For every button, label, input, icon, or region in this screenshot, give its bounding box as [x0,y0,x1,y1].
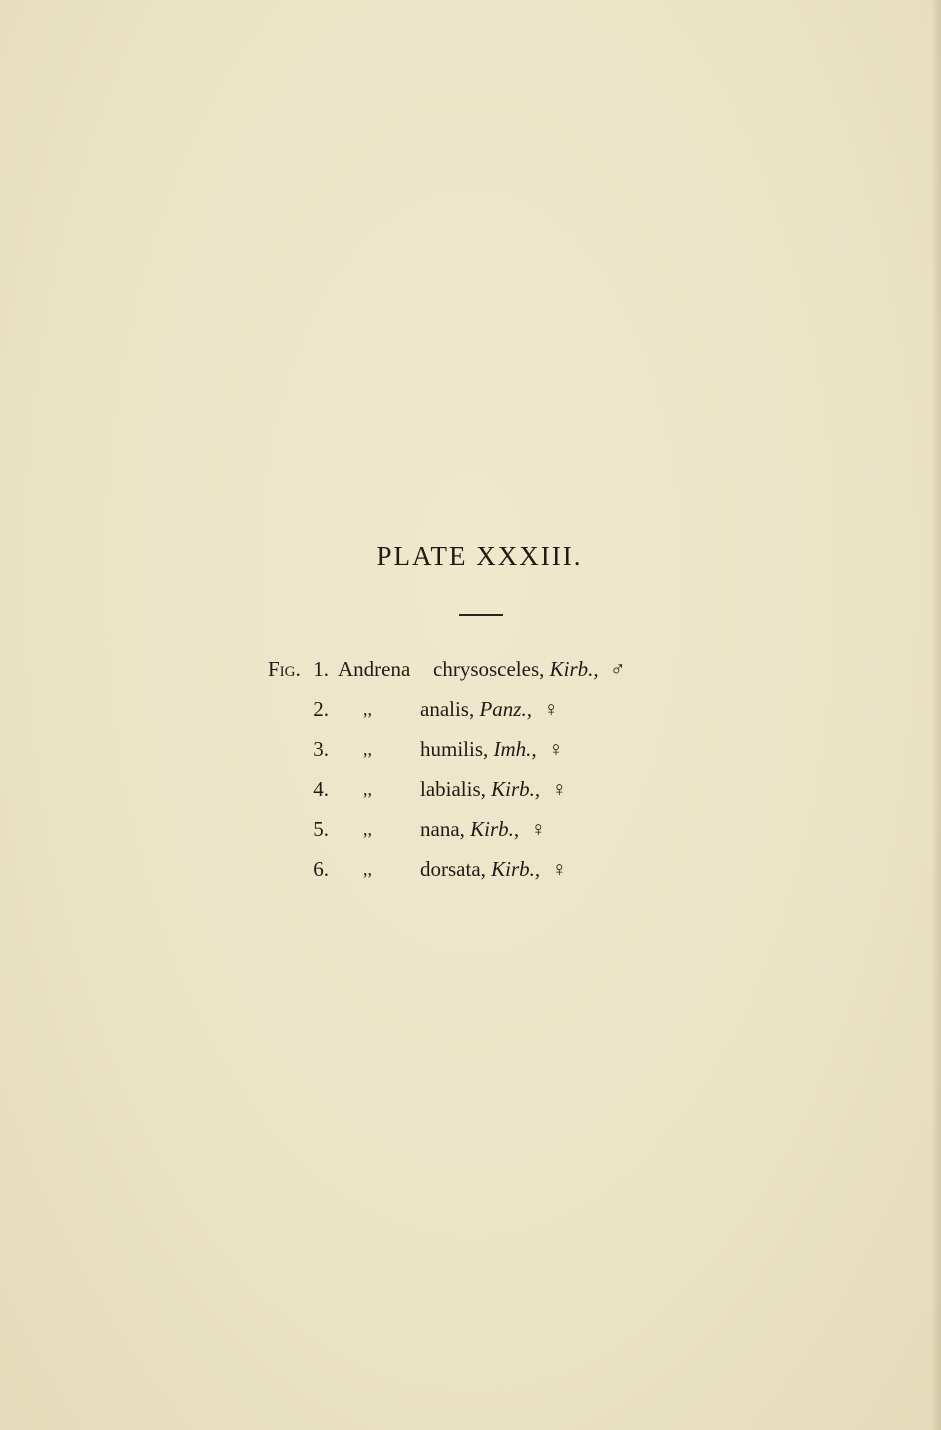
figure-row [0,649,941,689]
sex-symbol: ♂ [609,657,626,681]
figure-row [0,729,941,769]
figure-row [0,769,941,809]
figure-number: 3. [313,737,329,761]
species-entry [433,649,626,689]
sex-symbol: ♀ [543,697,559,721]
species-entry [420,809,546,849]
sex-symbol: ♀ [530,817,547,841]
genus-name: Andrena [338,657,411,681]
ditto-mark: ,, [363,859,372,879]
ditto-mark: ,, [363,739,372,759]
author-name: Kirb., [491,857,541,881]
figure-number: 5. [313,817,329,841]
species-name: humilis, [420,737,489,761]
author-name: Kirb., [549,657,599,681]
sex-symbol: ♀ [551,857,568,881]
fig-label: Fig. [268,657,301,681]
species-name: dorsata, [420,857,486,881]
figure-row [0,849,941,889]
figure-list [0,649,941,889]
figure-number: 2. [313,697,329,721]
figure-row [0,809,941,849]
species-name: analis, [420,697,475,721]
title-rule [459,614,503,616]
author-name: Kirb., [470,817,520,841]
species-entry [420,729,564,769]
species-name: nana, [420,817,465,841]
figure-number: 1. [313,657,329,681]
figure-row [0,689,941,729]
author-name: Panz., [479,697,532,721]
species-name: chrysosceles, [433,657,545,681]
author-name: Kirb., [491,777,541,801]
sex-symbol: ♀ [551,777,568,801]
author-name: Imh., [493,737,537,761]
species-name: labialis, [420,777,486,801]
plate-title: PLATE XXXIII. [376,541,583,571]
sex-symbol: ♀ [547,737,564,761]
ditto-mark: ,, [363,699,372,719]
figure-number: 6. [313,857,329,881]
ditto-mark: ,, [363,819,372,839]
figure-number: 4. [313,777,329,801]
ditto-mark: ,, [363,779,372,799]
species-entry [420,849,567,889]
species-entry [420,689,559,729]
species-entry [420,769,567,809]
